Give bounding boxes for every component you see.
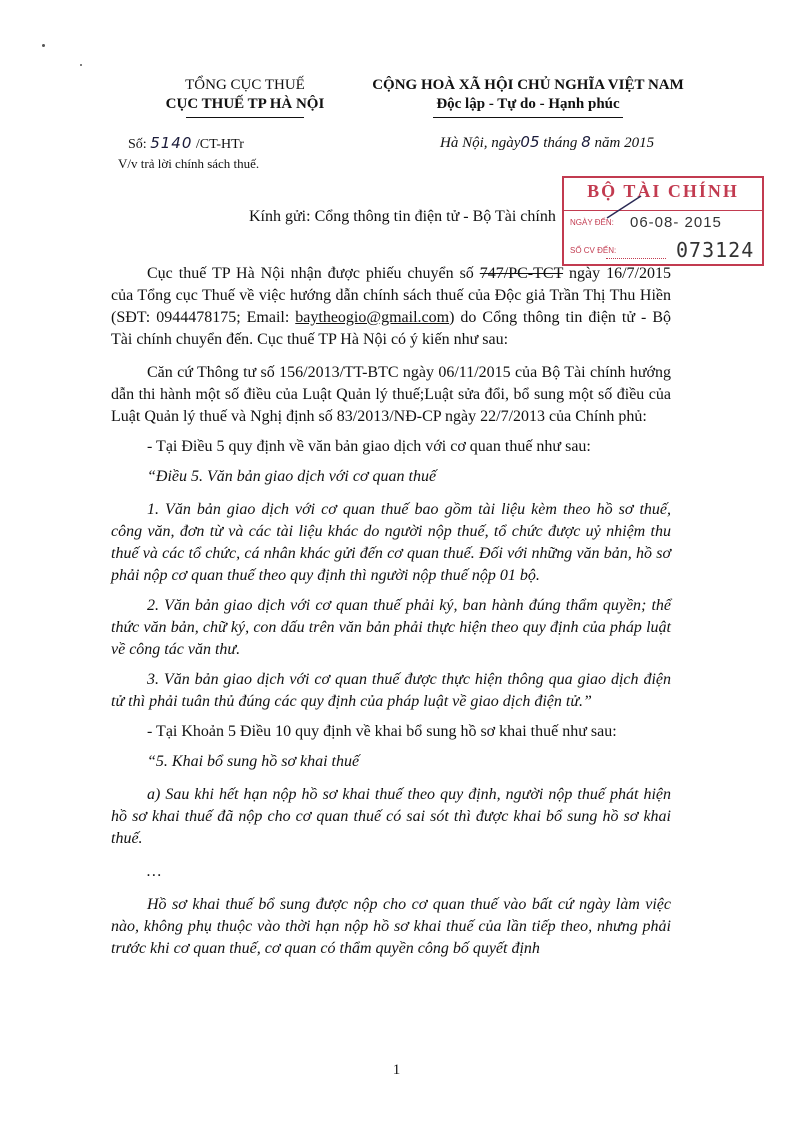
paragraph-article5-intro: - Tại Điều 5 quy định về văn bản giao dịch với cơ quan thuế như sau: [147, 438, 591, 455]
ellipsis: … [147, 863, 162, 880]
intro-text: Cục thuế TP Hà Nội nhận được phiếu chuyển số [147, 265, 480, 282]
national-header [368, 76, 688, 118]
date-mid: tháng [543, 135, 578, 151]
national-motto: Độc lập - Tự do - Hạnh phúc [436, 96, 620, 112]
paragraph-legal-basis: Căn cứ Thông tư số 156/2013/TT-BTC ngày 06/11/2015 của Bộ Tài chính hướng dẫn thi hành một số điều của Luật Quản lý thuế;Luật sửa đổi, bổ sung một số điều của Luật Quản lý thuế và Nghị định số 83/2013/NĐ-CP ngày 22/7/2013 của Chính phủ: [111, 364, 671, 425]
scan-speck [80, 64, 82, 66]
article10-title: “5. Khai bổ sung hồ sơ khai thuế [147, 753, 360, 770]
date-line [440, 132, 654, 153]
stamp-dispatch-number: 073124 [676, 238, 755, 262]
salutation: Kính gửi: Cổng thông tin điện tử - Bộ Tài chính [249, 208, 556, 225]
document-number [128, 134, 244, 154]
department-name: CỤC THUẾ TP HÀ NỘI [165, 96, 325, 112]
date-month: 8 [581, 133, 591, 151]
issuer-underline [186, 117, 304, 118]
paragraph-article10-intro: - Tại Khoản 5 Điều 10 quy định về khai bổ sung hồ sơ khai thuế như sau: [147, 723, 617, 740]
intro-text-2: ngày 16/7/2015 của Tổng cục Thuế về việc hướng dẫn chính sách thuế của Độc giả Trần Thị Thu Hiền (SĐT: 0944478175; Email: [111, 265, 671, 326]
article5-title: “Điều 5. Văn bản giao dịch với cơ quan thuế [147, 468, 437, 485]
stamp-received-label: NGÀY ĐẾN: [570, 218, 614, 227]
article5-clause2: 2. Văn bản giao dịch với cơ quan thuế phải ký, ban hành đúng thẩm quyền; thể thức văn bản, chữ ký, con dấu trên văn bản phải thực hiện theo quy định của pháp luật về công tác văn thư. [111, 597, 671, 658]
scan-speck [42, 44, 45, 47]
stamp-received-date: 06-08- 2015 [630, 214, 722, 231]
article10-clause-a: a) Sau khi hết hạn nộp hồ sơ khai thuế theo quy định, người nộp thuế phát hiện hồ sơ khai thuế đã nộp cho cơ quan thuế có sai sót thì được khai bổ sung hồ sơ khai thuế. [111, 786, 671, 847]
stamp-title: BỘ TÀI CHÍNH [587, 181, 739, 201]
article5-clause3: 3. Văn bản giao dịch với cơ quan thuế được thực hiện thông qua giao dịch điện tử thì phải tuân thủ đúng các quy định của pháp luật về giao dịch điện tử.” [111, 671, 671, 710]
article5-clause1: 1. Văn bản giao dịch với cơ quan thuế bao gồm tài liệu kèm theo hồ sơ thuế, công văn, đơn từ và các tài liệu khác do người nộp thuế, tổ chức được uỷ nhiệm thu thuế và các tổ chức, cá nhân khác gửi đến cơ quan thuế. Đối với những văn bản, hồ sơ phải nộp cơ quan thuế theo quy định thì người nộp thuế nộp 01 bộ. [111, 501, 671, 584]
date-day: 05 [520, 133, 540, 151]
email-link: baytheogio@gmail.com [295, 309, 450, 326]
issuer-block [120, 76, 370, 118]
struck-reference: 747/PC-TCT [479, 265, 564, 282]
handwritten-number: 5140 [150, 134, 193, 152]
supplementary-filing-text: Hồ sơ khai thuế bổ sung được nộp cho cơ quan thuế vào bất cứ ngày làm việc nào, không phụ thuộc vào thời hạn nộp hồ sơ khai thuế của lần tiếp theo, nhưng phải trước khi cơ quan thuế, cơ quan có thẩm quyền công bố quyết định [111, 896, 671, 957]
date-prefix: Hà Nội, ngày [440, 135, 521, 151]
number-label: Số: [128, 137, 147, 152]
paragraph-intro [111, 263, 671, 351]
stamp-dispatch-label: SỐ CV ĐẾN: [570, 246, 617, 255]
motto-underline [433, 117, 623, 118]
date-suffix: năm 2015 [594, 135, 655, 151]
page-number: 1 [392, 1062, 401, 1078]
intro-text-3: ) do Cổng thông tin điện tử - Bộ Tài chính chuyển đến. Cục thuế TP Hà Nội có ý kiến như sau: [111, 309, 672, 348]
agency-name: TỔNG CỤC THUẾ [185, 77, 305, 93]
document-subject: V/v trả lời chính sách thuế. [118, 156, 260, 171]
number-suffix: /CT-HTr [195, 137, 244, 152]
nation-name: CỘNG HOÀ XÃ HỘI CHỦ NGHĨA VIỆT NAM [372, 77, 684, 93]
letter-body [111, 206, 671, 960]
